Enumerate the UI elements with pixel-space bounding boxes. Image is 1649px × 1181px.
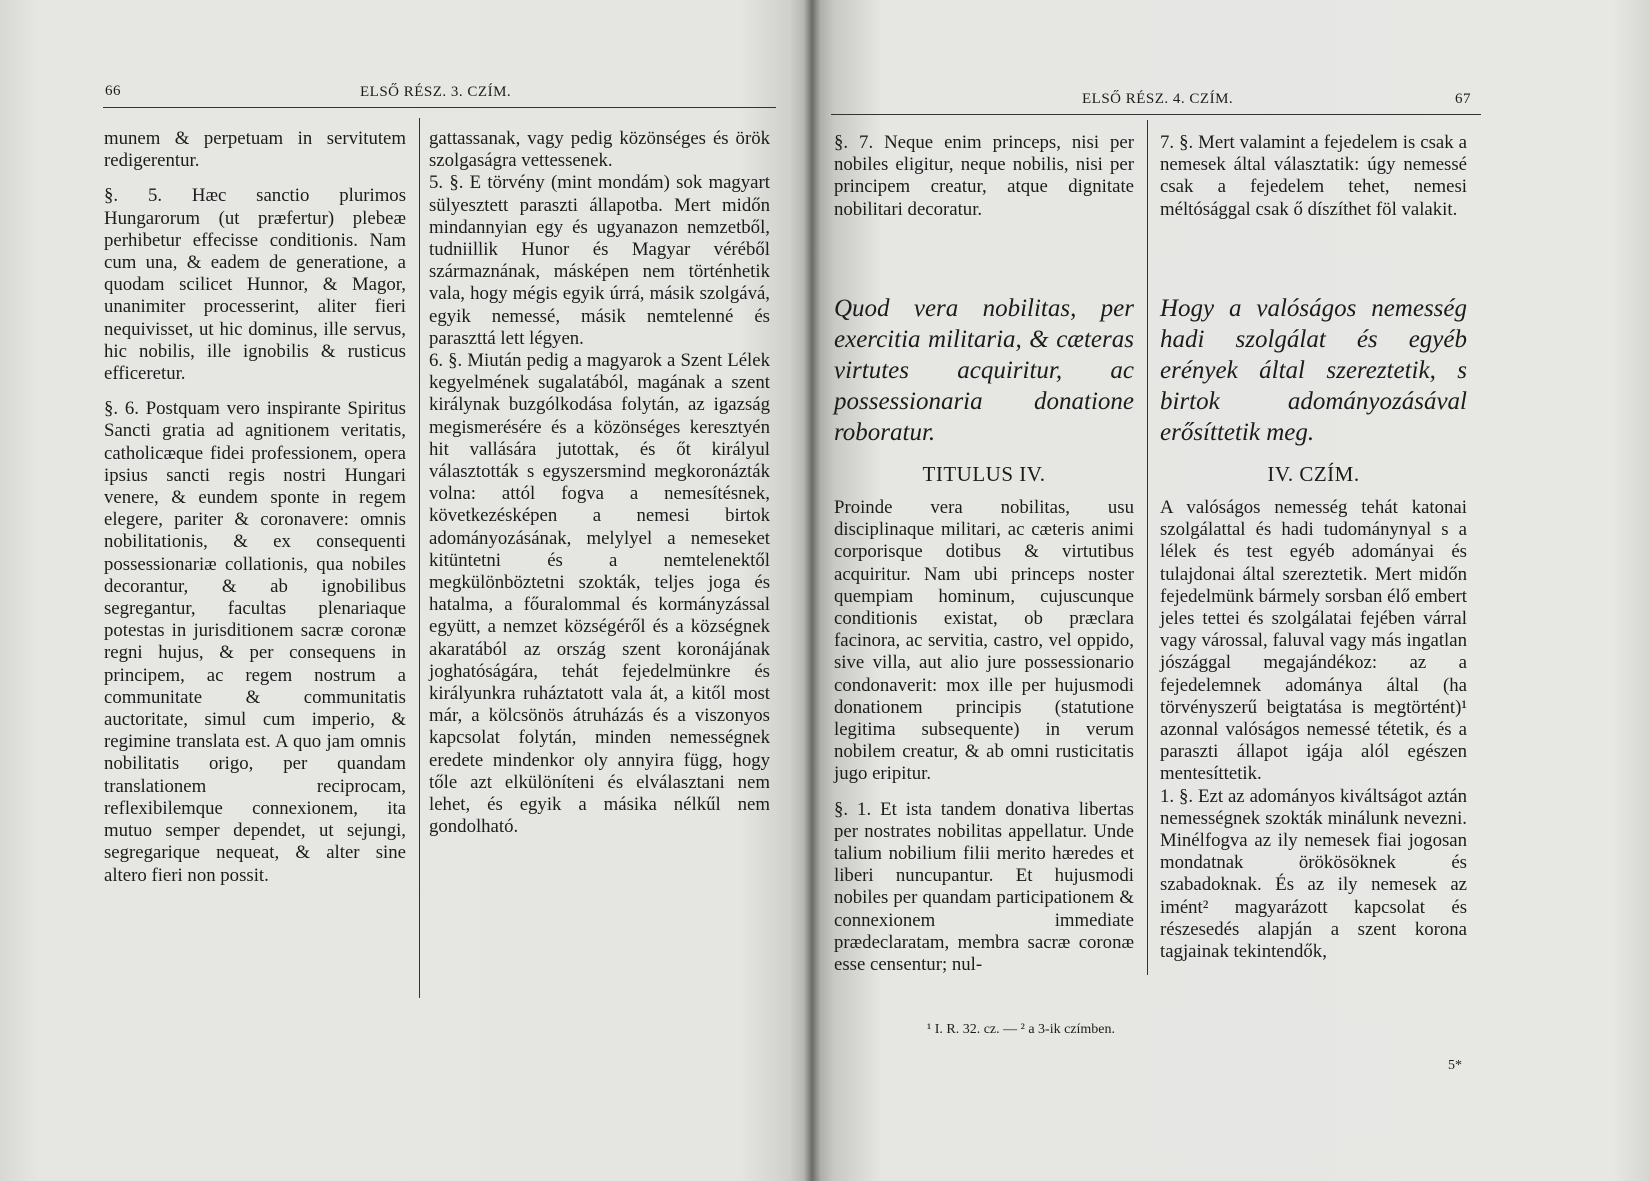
column-divider-right bbox=[1147, 120, 1148, 975]
latin-section-title: Quod vera nobilitas, per exercitia militaria, & cæteras virtutes acquiritur, ac possessionaria donatione roboratur. bbox=[834, 294, 1134, 446]
header-rule-left bbox=[103, 107, 776, 108]
signature-mark: 5* bbox=[1448, 1058, 1462, 1073]
latin-paragraph: §. 6. Postquam vero inspirante Spiritus Sancti gratia ad agnitionem veritatis, catholicæque fidei professionem, opera ipsius sancti regis nostri Hungari venere, & eundem sponte in regem elegere, pariter & coronavere: omnis nobilitationis, & ex consequenti possessionariæ collationis, qua nobiles decorantur, & ab ignobilibus segregantur, facultas plenariaque potestas in jurisditionem sacræ coronæ regni hujus, & per consequens in principem, ac regem nostrum a communitate & communitatis auctoritate, simul cum imperio, & regimine translata est. A quo jam omnis nobilitatis origo, per quandam translationem reciprocam, reflexibilemque connexionem, ita mutuo semper dependet, ut sejungi, segregarique nequeat, & alter sine altero fieri non possit. bbox=[104, 398, 406, 886]
latin-intro: §. 7. Neque enim princeps, nisi per nobiles eligitur, neque nobilis, nisi per principem creatur, atque dignitate nobilitari decoratur. bbox=[834, 132, 1134, 220]
hungarian-intro: 7. §. Mert valamint a fejedelem is csak a nemesek által választatik: úgy nemessé csak a fejedelem tehet, nemesi méltósággal csak ő díszíthet föl valakit. bbox=[1160, 132, 1467, 220]
running-head-right: ELSŐ RÉSZ. 4. CZÍM. bbox=[1082, 91, 1234, 107]
hungarian-paragraph: 1. §. Ezt az adományos kiváltságot aztán nemességnek szokták minálunk nevezni. Minélfogva az ily nemesek fiai jogosan mondatnak örökösöknek és szabadoknak. És az ily nemesek az imént² magyarázott kapcsolat és részesedés alapján a szent korona tagjainak tekintendők, bbox=[1160, 785, 1467, 963]
latin-column-left bbox=[104, 128, 406, 887]
latin-column-right bbox=[834, 132, 1134, 976]
page-number-left: 66 bbox=[105, 83, 121, 99]
header-rule-right bbox=[831, 114, 1481, 115]
hungarian-column-right bbox=[1160, 132, 1467, 963]
hungarian-paragraph: A valóságos nemesség tehát katonai szolgálattal és hadi tudománynyal s a lélek és test egyéb adományai és tulajdonai által szereztetik. Mert midőn fejedelmünk bármely sorsban élő embert jeles tettei és szolgálatai fejében várral vagy várossal, faluval vagy más ingatlan jószággal megajándékoz: az a fejedelemnek adománya által (ha törvényszerű beigtatása is megtörtént)¹ azonnal valóságos nemessé tétetik, és a paraszti állapot igája alól egészen mentesíttetik. bbox=[1160, 497, 1467, 785]
hungarian-section-title: Hogy a valóságos nemesség hadi szolgálat és egyéb erények által szereztetik, s birtok adományozásával erősíttetik meg. bbox=[1160, 294, 1467, 446]
right-page bbox=[812, 0, 1649, 1181]
hungarian-paragraph: gattassanak, vagy pedig közönséges és örök szolgaságra vettessenek. bbox=[429, 128, 770, 172]
latin-paragraph: §. 1. Et ista tandem donativa libertas per nostrates nobilitas appellatur. Unde talium nobilium filii merito hæredes et liberi nuncupantur. Et hujusmodi nobiles per quandam participationem & connexionem immediate prædeclaratam, membra sacræ coronæ esse censentur; nul- bbox=[834, 798, 1134, 976]
column-divider-left bbox=[419, 118, 420, 998]
czim-heading: IV. CZÍM. bbox=[1267, 461, 1360, 486]
book-gutter bbox=[804, 0, 820, 1181]
hungarian-paragraph: 6. §. Miután pedig a magyarok a Szent Lélek kegyelmének sugalatából, magának a szent királynak buzgólkodása folytán, az igazság megismerésére és a közönséges keresztyén hit vallására jutottak, és őt királyul választották s egyszersmind megkoronázták volna: attól fogva a nemesítésnek, következésképen a nemesi birtok adományozásának, melylyel a nemeseket kitüntetni és a nemtelenektől megkülönböztetni szokták, teljes joga és hatalma, a főuralommal és kormányzással együtt, a nemzet községéről és a községnek akaratából az ország szent koronájának joghatóságára, tehát fejedelmünkre és királyunkra ruháztatott vala át, a kitől most már, a kölcsönös átruházás és a viszonyos kapcsolat folytán, minden nemességnek eredete mindenkor oly annyira függ, hogy tőle azt elkülöníteni és elválasztani nem lehet, és egyik a másika nélkűl nem gondolható. bbox=[429, 350, 770, 838]
latin-paragraph: Proinde vera nobilitas, usu disciplinaque militari, ac cæteris animi corporisque dotibus & virtutibus acquiritur. Nam ubi princeps noster quempiam hominum, cujuscunque conditionis existat, ob præclara facinora, ac servitia, castro, vel oppido, sive villa, aut alio jure possessionario condonaverit: mox ille per hujusmodi donationem principis (statutione legitima subsequente) in verum nobilem creatur, & ab omni rusticitatis jugo eripitur. bbox=[834, 497, 1134, 785]
latin-paragraph: munem & perpetuam in servitutem redigerentur. bbox=[104, 128, 406, 172]
footnote: ¹ I. R. 32. cz. — ² a 3-ik czímben. bbox=[927, 1022, 1116, 1037]
hungarian-paragraph: 5. §. E törvény (mint mondám) sok magyart sülyesztett paraszti állapotba. Mert midőn mindannyian egy és ugyanazon nemzetből, tudniillik Hunor és Magyar véréből származnának, másképen nem történhetik vala, hogy mégis egyik úrrá, másik szolgává, egyik nemessé, másik nemtelenné és paraszttá lett légyen. bbox=[429, 172, 770, 349]
running-head-left: ELSŐ RÉSZ. 3. CZÍM. bbox=[360, 84, 512, 100]
latin-paragraph: §. 5. Hæc sanctio plurimos Hungarorum (ut præfertur) plebeæ perhibetur effecisse conditionis. Nam cum una, & eadem de generatione, a quodam scilicet Hunnor, & Magor, unanimiter processerint, aliter fieri nequivisset, ut hic dominus, ille servus, hic nobilis, ille ignobilis & rusticus efficeretur. bbox=[104, 185, 406, 385]
left-page bbox=[0, 0, 812, 1181]
hungarian-column-left bbox=[429, 128, 770, 839]
titulus-heading: TITULUS IV. bbox=[922, 461, 1046, 486]
page-number-right: 67 bbox=[1455, 91, 1471, 107]
